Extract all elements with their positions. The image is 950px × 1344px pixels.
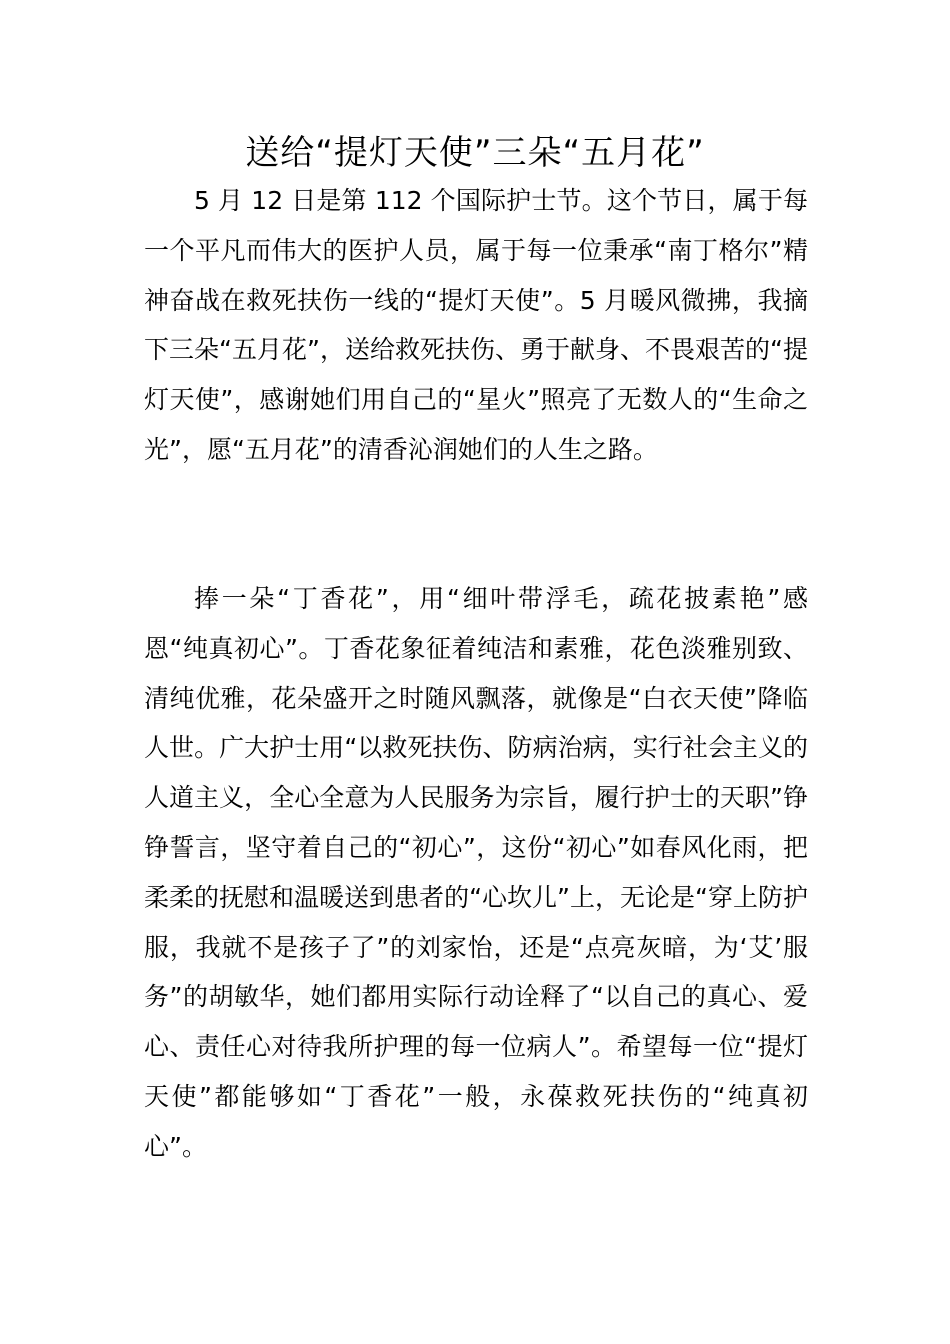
paragraph-lilac: 捧一朵“丁香花”，用“细叶带浮毛，疏花披素艳”感恩“纯真初心”。丁香花象征着纯洁和素雅，花色淡雅别致、清纯优雅，花朵盛开之时随风飘落，就像是“白衣天使”降临人世。广大护士用“以救死扶伤、防病治病，实行社会主义的人道主义，全心全意为人民服务为宗旨，履行护士的天职”铮铮誓言，坚守着自己的“初心”，这份“初心”如春风化雨，把柔柔的抚慰和温暖送到患者的“心坎儿”上，无论是“穿上防护服，我就不是孩子了”的刘家怡，还是“点亮灰暗，为‘艾’服务”的胡敏华，她们都用实际行动诠释了“以自己的真心、爱心、责任心对待我所护理的每一位病人”。希望每一位“提灯天使”都能够如“丁香花”一般，永葆救死扶伤的“纯真初心”。: [144, 584, 808, 1161]
document-title: 送给“提灯天使”三朵“五月花”: [245, 133, 705, 173]
paragraph-intro: 5 月 12 日是第 112 个国际护士节。这个节日，属于每一个平凡而伟大的医护人员，属于每一位秉承“南丁格尔”精神奋战在救死扶伤一线的“提灯天使”。5 月暖风微拂，我摘下三朵“五月花”，送给救死扶伤、勇于献身、不畏艰苦的“提灯天使”，感谢她们用自己的“星火”照亮了无数人的“生命之光”，愿“五月花”的清香沁润她们的人生之路。: [144, 186, 808, 464]
